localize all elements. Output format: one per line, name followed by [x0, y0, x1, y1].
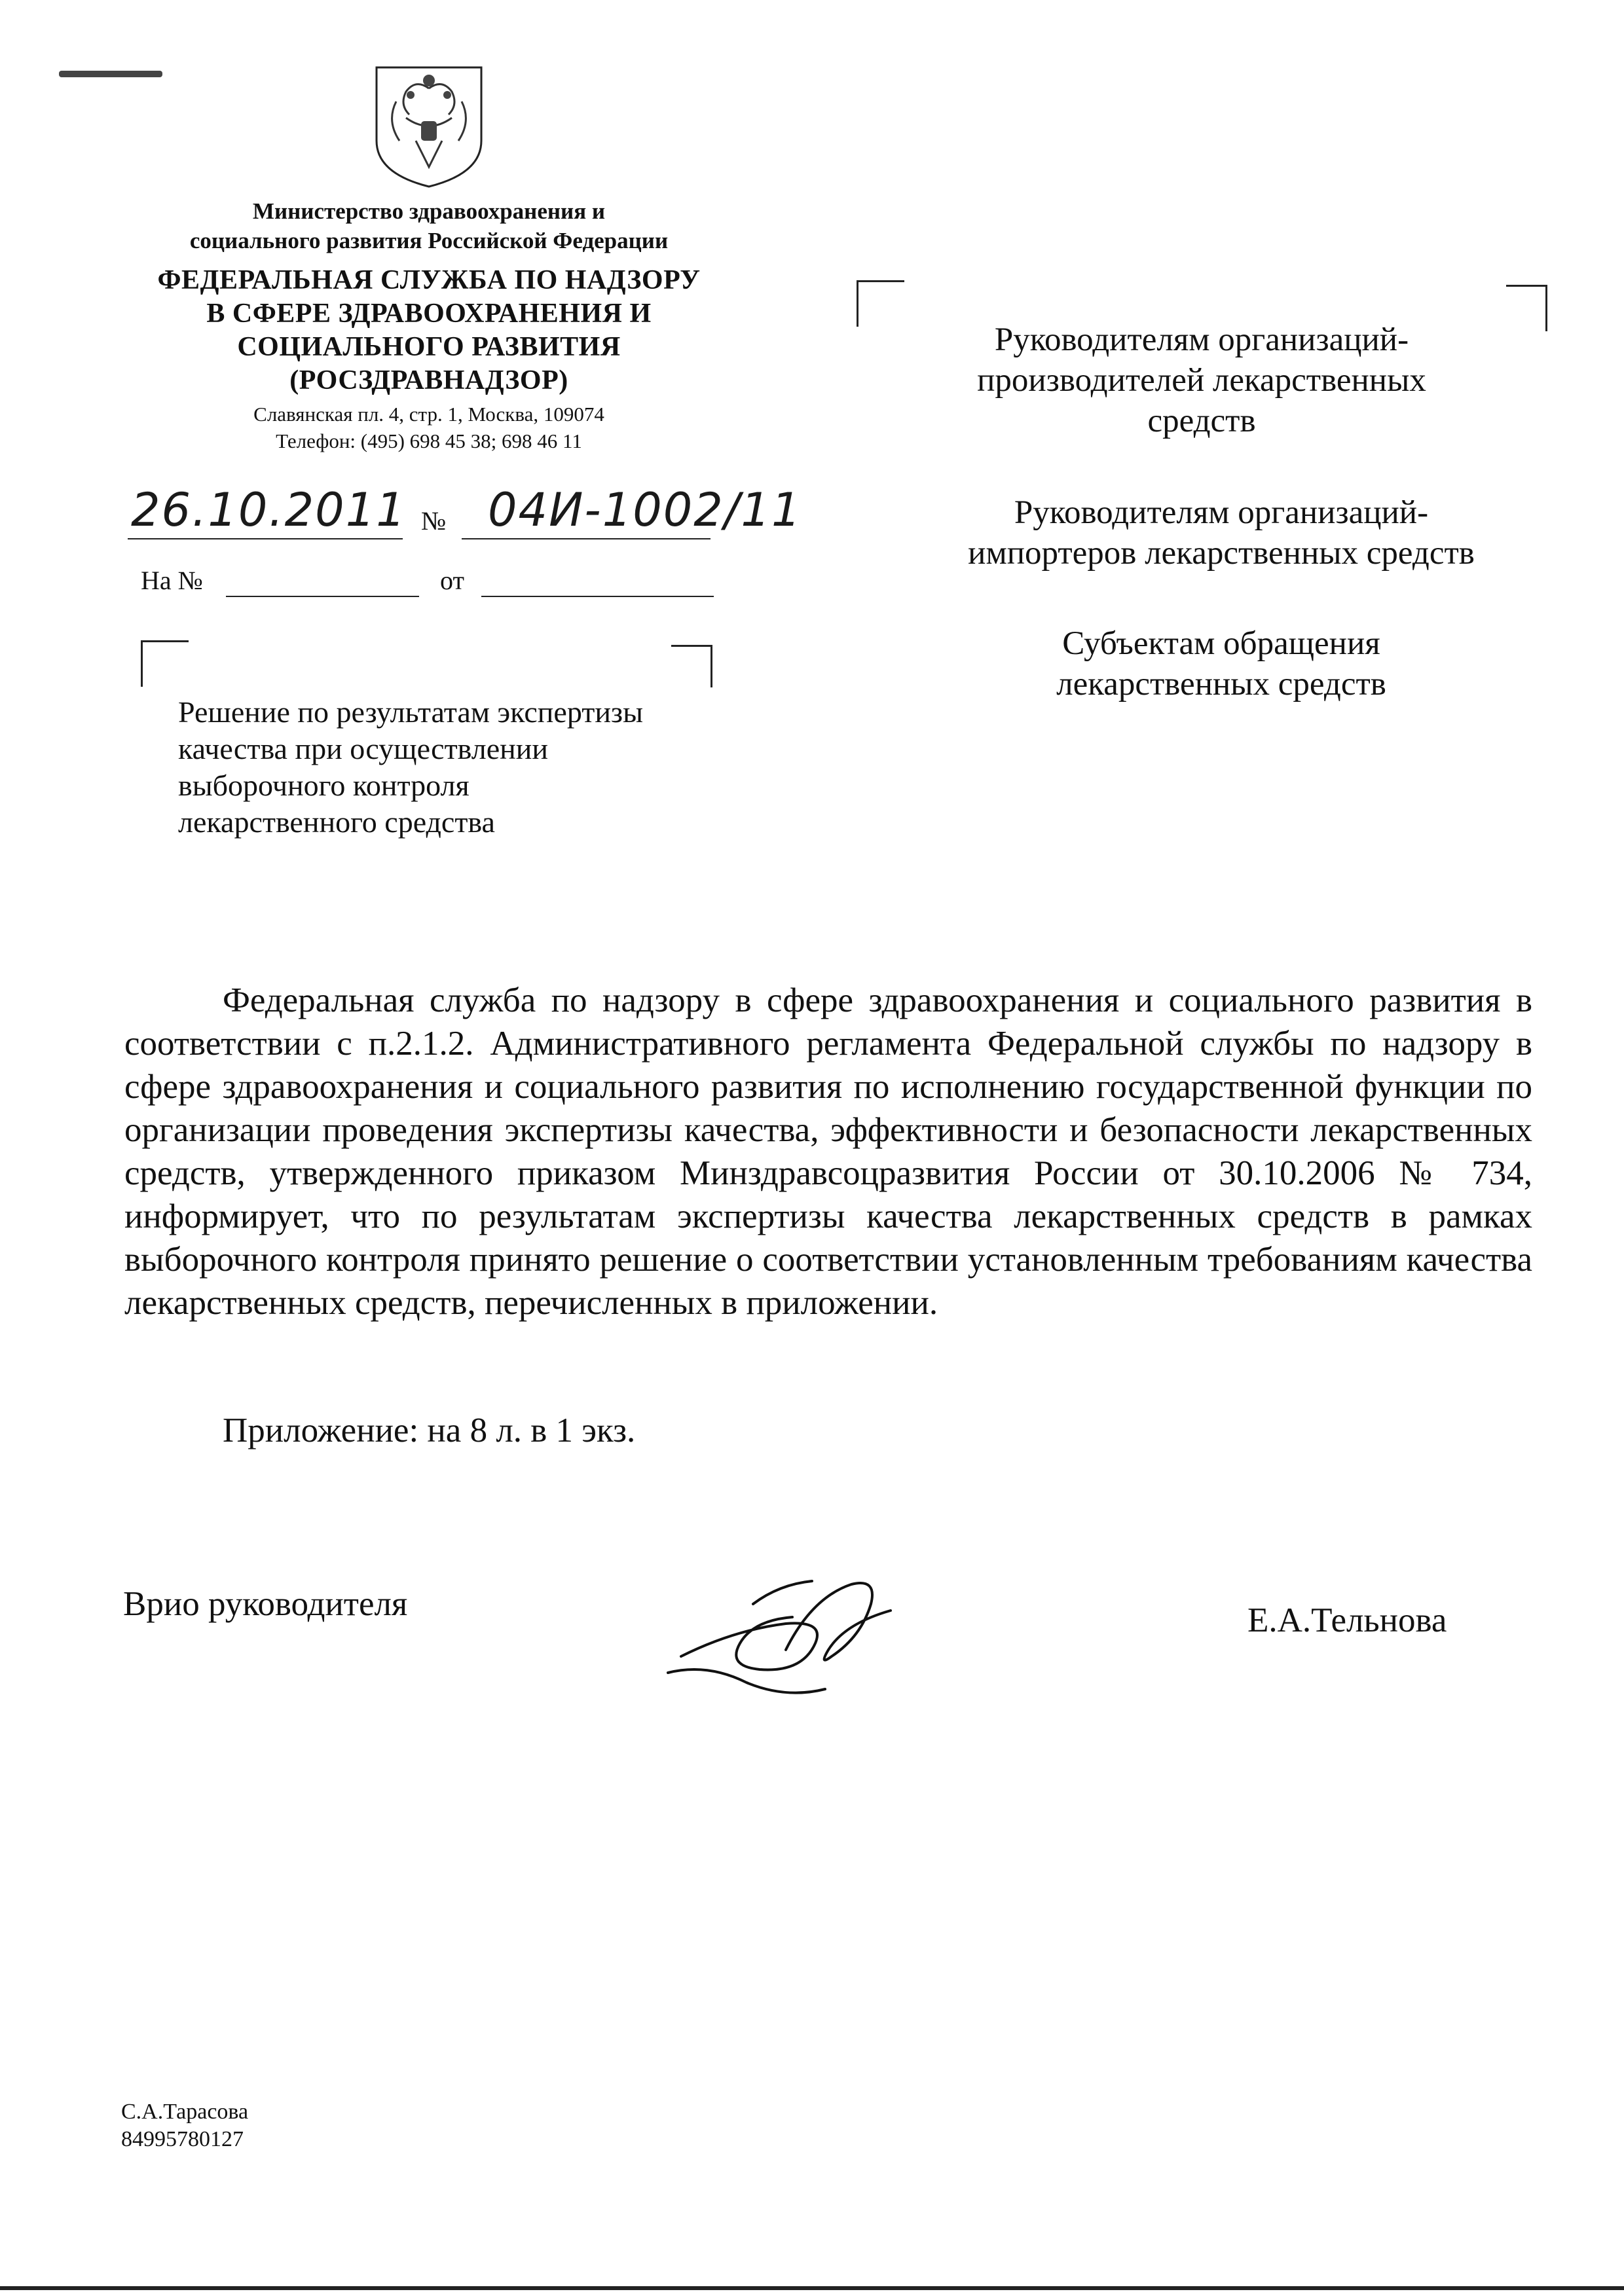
- agency-name: [118, 264, 740, 397]
- recipient-line: Руководителям организаций-: [1014, 494, 1429, 531]
- scan-mark: [59, 71, 162, 77]
- executor-info: [121, 2098, 248, 2153]
- reference-number-field: [226, 596, 419, 597]
- attachment-note: Приложение: на 8 л. в 1 экз.: [223, 1412, 636, 1449]
- signatory-title: Врио руководителя: [123, 1585, 408, 1623]
- address-line: Славянская пл. 4, стр. 1, Москва, 109074: [253, 403, 604, 426]
- reference-date-field: [481, 596, 714, 597]
- recipient-line: Руководителям организаций-: [994, 321, 1409, 358]
- letter-subject: [178, 694, 754, 841]
- recipient-line: средств: [1147, 403, 1256, 439]
- ministry-line: Министерство здравоохранения и: [252, 198, 606, 224]
- reference-number-label: На №: [141, 566, 203, 595]
- agency-line: СОЦИАЛЬНОГО РАЗВИТИЯ: [237, 332, 621, 362]
- subject-line: лекарственного средства: [178, 805, 495, 839]
- subject-bracket-right: [671, 645, 712, 687]
- registration-number: 04И-1002/11: [488, 483, 802, 537]
- ministry-line: социального развития Российской Федерации: [189, 228, 669, 253]
- reference-date-label: от: [440, 566, 464, 595]
- handwritten-signature: [655, 1558, 930, 1709]
- recipient-subjects: [894, 623, 1549, 704]
- signatory-name: Е.А.Тельнова: [1247, 1601, 1447, 1639]
- recipient-line: лекарственных средств: [1056, 666, 1386, 702]
- agency-address: [118, 401, 740, 454]
- executor-name: С.А.Тарасова: [121, 2100, 249, 2124]
- subject-line: выборочного контроля: [178, 769, 470, 802]
- page-bottom-edge: [0, 2286, 1624, 2290]
- number-underline: [462, 538, 710, 539]
- agency-line: В СФЕРЕ ЗДРАВООХРАНЕНИЯ И: [206, 299, 652, 329]
- agency-line: (РОСЗДРАВНАДЗОР): [289, 365, 568, 395]
- date-underline: [128, 538, 403, 539]
- recipient-manufacturers: [874, 319, 1529, 441]
- recipient-line: импортеров лекарственных средств: [968, 535, 1475, 572]
- subject-bracket-left: [141, 640, 189, 687]
- subject-line: Решение по результатам экспертизы: [178, 695, 644, 729]
- phone-line: Телефон: (495) 698 45 38; 698 46 11: [276, 429, 582, 452]
- recipient-line: производителей лекарственных: [977, 362, 1426, 399]
- registration-date: 26.10.2011: [131, 483, 407, 537]
- subject-line: качества при осуществлении: [178, 732, 549, 765]
- recipient-line: Субъектам обращения: [1062, 625, 1380, 662]
- letter-body: Федеральная служба по надзору в сфере здравоохранения и социального развития в соответствии с п.2.1.2. Административного регламента Федеральной службы по надзору в сфере здравоохранения и социального развития по исполнению государственной функции по организации проведения экспертизы качества, эффективности и безопасности лекарственных средств, утвержденного приказом Минздравсоцразвития России от 30.10.2006 № 734, информирует, что по результатам экспертизы качества лекарственных средств в рамках выборочного контроля принято решение о соответствии установленным требованиям качества лекарственных средств, перечисленных в приложении.: [124, 981, 1532, 1322]
- ministry-name: [118, 196, 740, 255]
- coat-of-arms-emblem: [370, 62, 488, 190]
- agency-line: ФЕДЕРАЛЬНАЯ СЛУЖБА ПО НАДЗОРУ: [157, 265, 701, 295]
- recipient-importers: [894, 492, 1549, 574]
- executor-phone: 84995780127: [121, 2127, 244, 2151]
- number-sign: №: [421, 506, 447, 536]
